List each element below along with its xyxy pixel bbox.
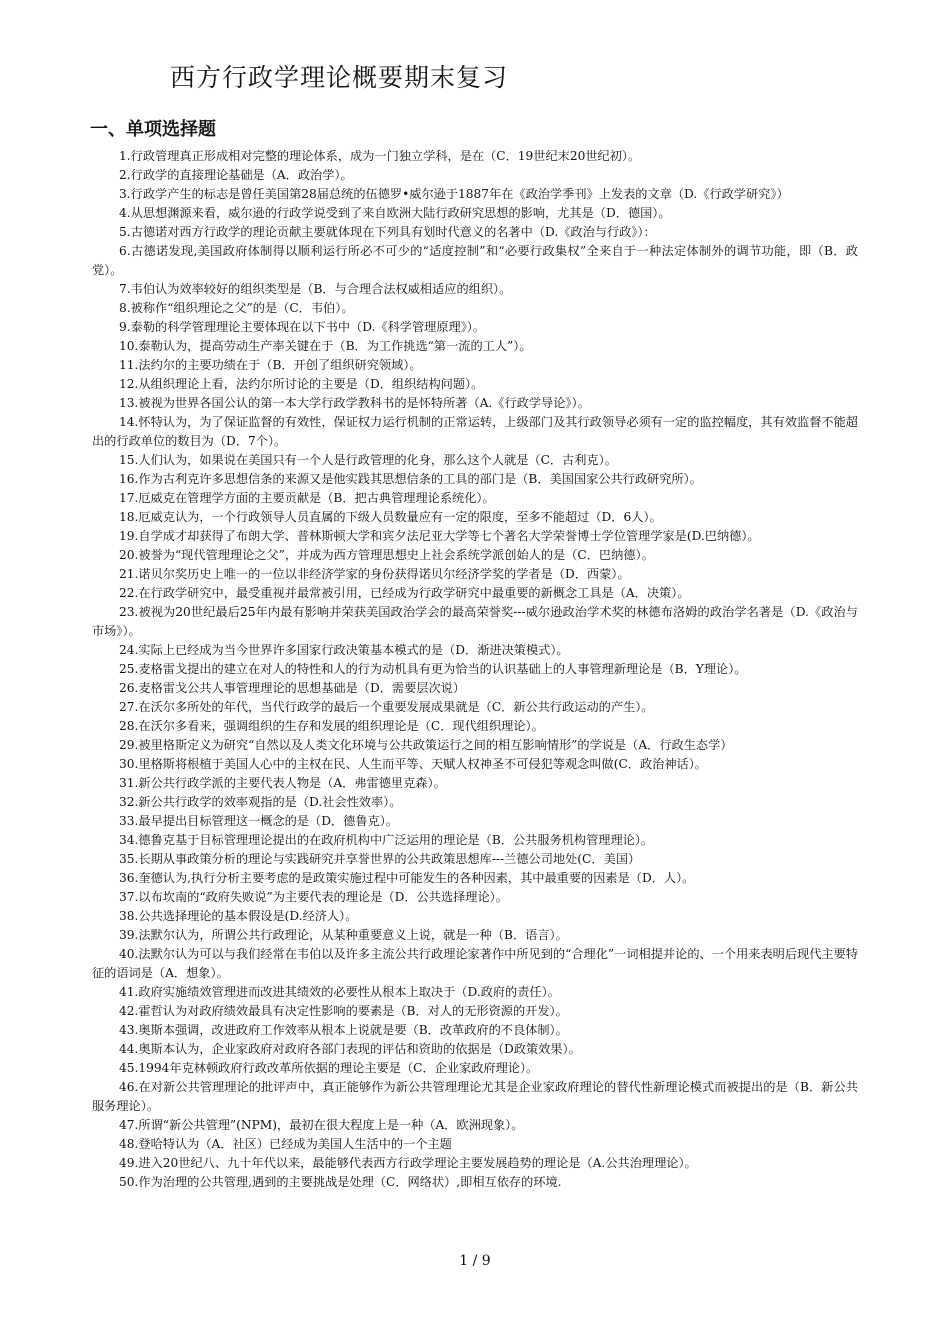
question-item: 46.在对新公共管理理论的批评声中，真正能够作为新公共管理理论尤其是企业家政府理论的替代性新理论模式而被提出的是（B．新公共服务理论）。 (92, 1080, 858, 1113)
question-item: 17.厄威克在管理学方面的主要贡献是（B．把古典管理理论系统化）。 (119, 491, 495, 505)
question-item: 2.行政学的直接理论基础是（A．政治学）。 (119, 168, 353, 182)
question-item: 14.怀特认为，为了保证监督的有效性，保证权力运行机制的正常运转，上级部门及其行政领导必须有一定的监控幅度，其有效监督不能超出的行政单位的数目为（D．7个）。 (92, 415, 858, 448)
question-item: 44.奥斯本认为，企业家政府对政府各部门表现的评估和资助的依据是（D政策效果）。 (119, 1042, 581, 1056)
question-item: 35.长期从事政策分析的理论与实践研究并享誉世界的公共政策思想库---兰德公司地处(C．美国） (119, 852, 641, 866)
question-item: 43.奥斯本强调，改进政府工作效率从根本上说就是要（B．改革政府的不良体制）。 (119, 1023, 568, 1037)
question-item: 49.进入20世纪八、九十年代以来，最能够代表西方行政学理论主要发展趋势的理论是（A.公共治理理论）。 (119, 1156, 697, 1170)
question-item: 7.韦伯认为效率较好的组织类型是（B．与合理合法权威相适应的组织）。 (119, 282, 512, 296)
page-number: 1 / 9 (459, 1253, 491, 1269)
question-item: 8.被称作“组织理论之父”的是（C．韦伯）。 (119, 301, 354, 315)
question-item: 38.公共选择理论的基本假设是(D.经济人）。 (119, 909, 358, 923)
question-item: 12.从组织理论上看，法约尔所讨论的主要是（D．组织结构问题）。 (119, 377, 484, 391)
question-item: 25.麦格雷戈提出的建立在对人的特性和人的行为动机具有更为恰当的认识基础上的人事管理新理论是（B．Y理论）。 (119, 662, 747, 676)
question-item: 15.人们认为，如果说在美国只有一个人是行政管理的化身，那么这个人就是（C．古利克）。 (119, 453, 617, 467)
question-item: 21.诺贝尔奖历史上唯一的一位以非经济学家的身份获得诺贝尔经济学奖的学者是（D．西蒙）。 (119, 567, 630, 581)
question-item: 48.登哈特认为（A．社区）已经成为美国人生活中的一个主题 (119, 1137, 452, 1151)
question-item: 11.法约尔的主要功绩在于（B．开创了组织研究领域）。 (119, 358, 422, 372)
question-item: 24.实际上已经成为当今世界许多国家行政决策基本模式的是（D．渐进决策模式）。 (119, 643, 569, 657)
document-title: 西方行政学理论概要期末复习 (170, 63, 509, 92)
question-item: 31.新公共行政学派的主要代表人物是（A．弗雷德里克森）。 (119, 776, 446, 790)
question-item: 28.在沃尔多看来，强调组织的生存和发展的组织理论是（C．现代组织理论）。 (119, 719, 544, 733)
question-item: 41.政府实施绩效管理进而改进其绩效的必要性从根本上取决于（D.政府的责任）。 (119, 985, 560, 999)
question-item: 32.新公共行政学的效率观指的是（D.社会性效率）。 (119, 795, 402, 809)
question-item: 34.德鲁克基于目标管理理论提出的在政府机构中广泛运用的理论是（B．公共服务机构管理理论）。 (119, 833, 654, 847)
question-item: 33.最早提出目标管理这一概念的是（D．德鲁克）。 (119, 814, 398, 828)
question-item: 39.法默尔认为，所谓公共行政理论，从某种重要意义上说，就是一种（B．语言）。 (119, 928, 568, 942)
question-item: 9.泰勒的科学管理理论主要体现在以下书中（D.《科学管理原理》）。 (119, 320, 486, 334)
question-item: 27.在沃尔多所处的年代，当代行政学的最后一个重要发展成果就是（C．新公共行政运动的产生）。 (119, 700, 654, 714)
question-item: 18.厄威克认为，一个行政领导人员直属的下级人员数量应有一定的限度，至多不能超过（D．6人）。 (119, 510, 662, 524)
section-heading: 一、单项选择题 (90, 119, 216, 140)
question-list (92, 147, 858, 1192)
question-item: 4.从思想渊源来看，威尔逊的行政学说受到了来自欧洲大陆行政研究思想的影响，尤其是（D．德国）。 (119, 206, 671, 220)
question-item: 1.行政管理真正形成相对完整的理论体系，成为一门独立学科，是在（C．19世纪末20世纪初）。 (119, 149, 641, 163)
question-item: 40.法默尔认为可以与我们经常在韦伯以及许多主流公共行政理论家著作中所见到的“合理化”一词相提并论的、一个用来表明后现代主要特征的语词是（A．想象）。 (92, 947, 858, 980)
question-item: 5.古德诺对西方行政学的理论贡献主要就体现在下列具有划时代意义的名著中（D.《政治与行政》）： (119, 225, 656, 239)
question-item: 10.泰勒认为，提高劳动生产率关键在于（B．为工作挑选“第一流的工人”）。 (119, 339, 532, 353)
question-item: 23.被视为20世纪最后25年内最有影响并荣获美国政治学会的最高荣誉奖---威尔逊政治学术奖的林德布洛姆的政治学名著是（D.《政治与市场》）。 (92, 605, 858, 638)
question-item: 45.1994年克林顿政府行政改革所依据的理论主要是（C．企业家政府理论）。 (119, 1061, 539, 1075)
question-item: 36.奎德认为,执行分析主要考虑的是政策实施过程中可能发生的各种因素，其中最重要的因素是（D．人）。 (119, 871, 695, 885)
question-item: 22.在行政学研究中，最受重视并最常被引用，已经成为行政学研究中最重要的新概念工具是（A．决策）。 (119, 586, 690, 600)
question-item: 29.被里格斯定义为研究“自然以及人类文化环境与公共政策运行之间的相互影响情形”的学说是（A．行政生态学） (119, 738, 733, 752)
question-item: 26.麦格雷戈公共人事管理理论的思想基础是（D．需要层次说） (119, 681, 466, 695)
question-item: 50.作为治理的公共管理,遇到的主要挑战是处理（C．网络状）,即相互依存的环境. (119, 1175, 562, 1189)
question-item: 30.里格斯将根植于美国人心中的主权在民、人生而平等、天赋人权神圣不可侵犯等观念叫做(C．政治神话）。 (119, 757, 707, 771)
question-item: 13.被视为世界各国公认的第一本大学行政学教科书的是怀特所著（A.《行政学导论》）。 (119, 396, 590, 410)
question-item: 19.自学成才却获得了布朗大学、普林斯顿大学和宾夕法尼亚大学等七个著名大学荣誉博士学位管理学家是(D.巴纳德）。 (119, 529, 760, 543)
question-item: 42.霍哲认为对政府绩效最具有决定性影响的要素是（B．对人的无形资源的开发）。 (119, 1004, 568, 1018)
question-item: 37.以布坎南的“政府失败说”为主要代表的理论是（D．公共选择理论）。 (119, 890, 508, 904)
question-item: 6.古德诺发现,美国政府体制得以顺利运行所必不可少的“适度控制”和“必要行政集权”全来自于一种法定体制外的调节功能，即（B．政党）。 (92, 244, 858, 277)
question-item: 3.行政学产生的标志是曾任美国第28届总统的伍德罗•威尔逊于1887年在《政治学季刊》上发表的文章（D.《行政学研究》） (119, 187, 789, 201)
question-item: 20.被誉为“现代管理理论之父”，并成为西方管理思想史上社会系统学派创始人的是（C．巴纳德）。 (119, 548, 654, 562)
question-item: 47.所谓“新公共管理”(NPM)，最初在很大程度上是一种（A．欧洲现象）。 (119, 1118, 524, 1132)
question-item: 16.作为古利克许多思想信条的来源又是他实践其思想信条的工具的部门是（B．美国国家公共行政研究所）。 (119, 472, 702, 486)
